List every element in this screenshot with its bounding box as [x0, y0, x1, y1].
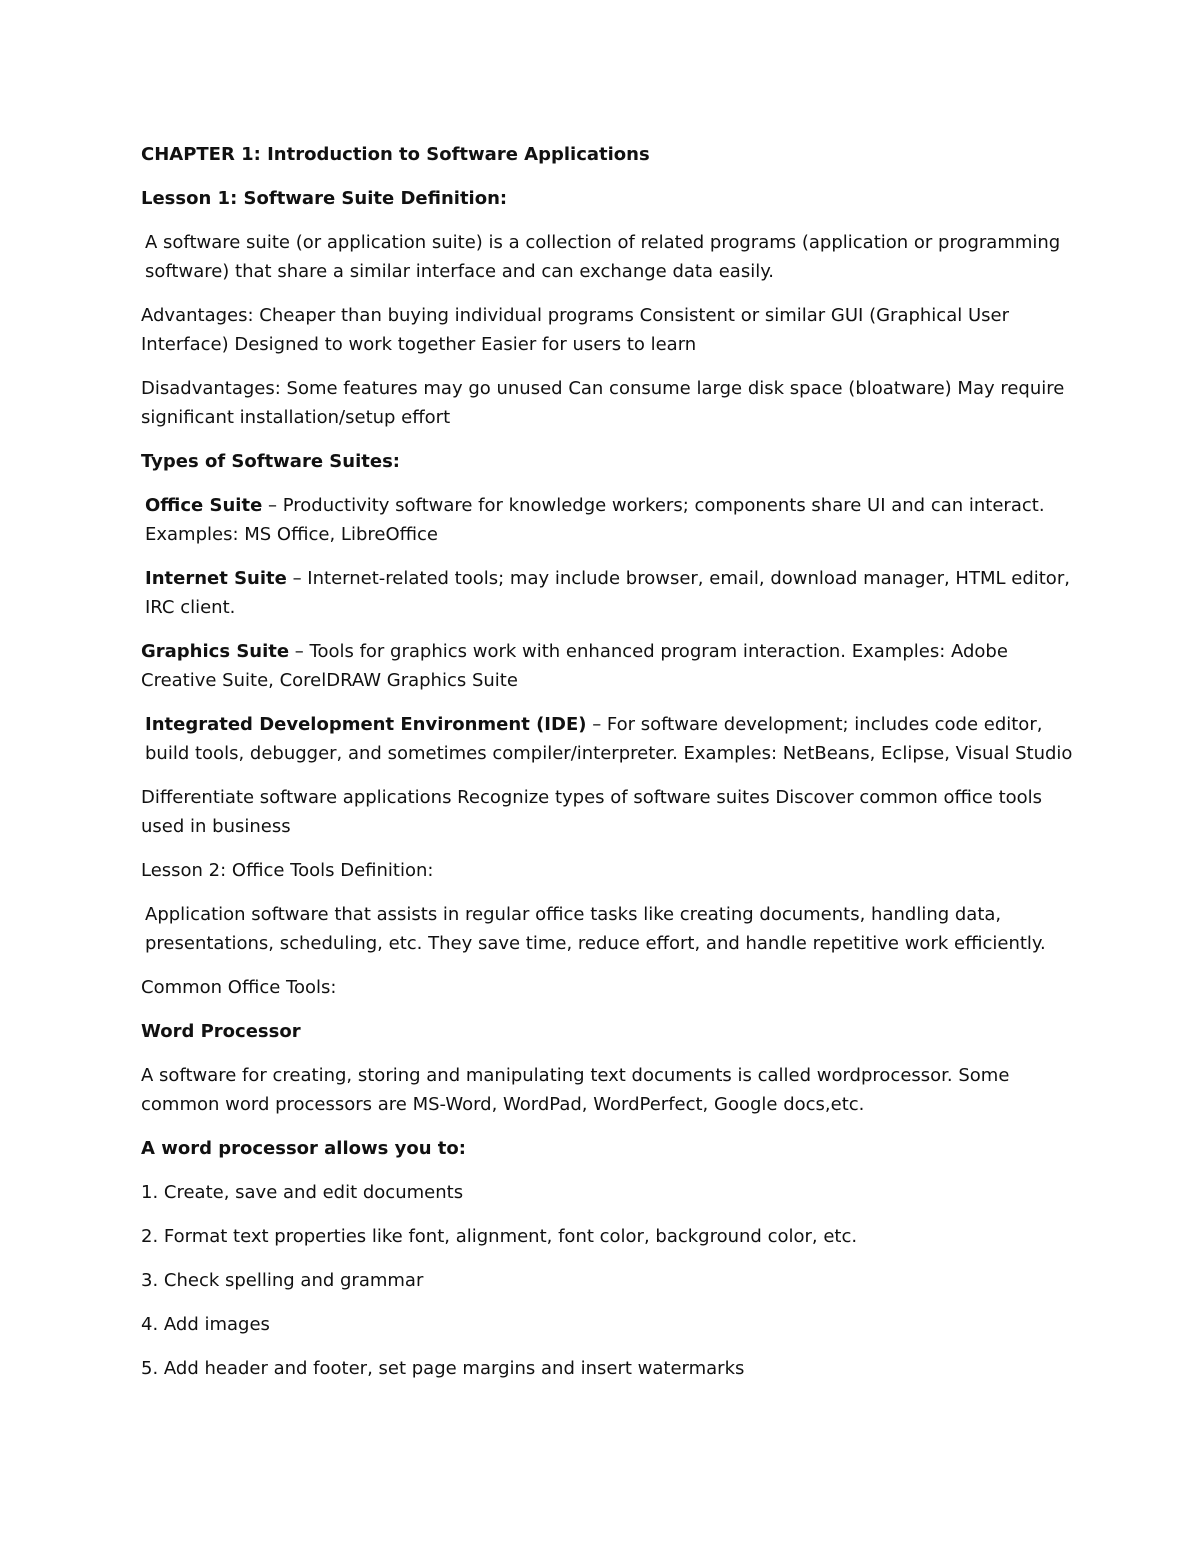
type-graphics-suite	[141, 637, 1076, 695]
list-item: 1. Create, save and edit documents	[141, 1182, 464, 1203]
type-name: Office Suite	[145, 495, 263, 516]
lesson1-definition: A software suite (or application suite) is a collection of related programs (application or programming software) that share a similar interface and can exchange data easily.	[145, 232, 1061, 282]
list-item: 2. Format text properties like font, alignment, font color, background color, etc.	[141, 1226, 858, 1247]
list-item: 3. Check spelling and grammar	[141, 1270, 424, 1291]
list-item: 4. Add images	[141, 1314, 270, 1335]
types-heading: Types of Software Suites:	[141, 451, 400, 472]
type-description: – Internet-related tools; may include browser, email, download manager, HTML editor, IRC client.	[145, 568, 1070, 618]
type-name: Graphics Suite	[141, 641, 290, 662]
type-office-suite	[141, 491, 1076, 549]
lesson2-heading: Lesson 2: Office Tools Definition:	[141, 860, 434, 881]
disadvantages-paragraph: Disadvantages: Some features may go unused Can consume large disk space (bloatware) May require significant installation/setup effort	[141, 378, 1065, 428]
type-name: Integrated Development Environment (IDE)	[145, 714, 587, 735]
objectives-paragraph: Differentiate software applications Recognize types of software suites Discover common office tools used in business	[141, 787, 1043, 837]
type-internet-suite	[141, 564, 1076, 622]
lesson2-definition: Application software that assists in regular office tasks like creating documents, handling data, presentations, scheduling, etc. They save time, reduce effort, and handle repetitive work efficiently.	[145, 904, 1046, 954]
type-name: Internet Suite	[145, 568, 287, 589]
type-description: – Tools for graphics work with enhanced program interaction. Examples: Adobe Creative Suite, CorelDRAW Graphics Suite	[141, 641, 1008, 691]
word-processor-paragraph: A software for creating, storing and manipulating text documents is called wordprocessor. Some common word processors are MS-Word, WordPad, WordPerfect, Google docs,etc.	[141, 1065, 1010, 1115]
advantages-paragraph: Advantages: Cheaper than buying individual programs Consistent or similar GUI (Graphical User Interface) Designed to work together Easier for users to learn	[141, 305, 1009, 355]
common-tools-heading: Common Office Tools:	[141, 977, 337, 998]
type-description: – Productivity software for knowledge workers; components share UI and can interact. Examples: MS Office, LibreOffice	[145, 495, 1045, 545]
list-item: 5. Add header and footer, set page margins and insert watermarks	[141, 1358, 745, 1379]
type-description: – For software development; includes code editor, build tools, debugger, and sometimes compiler/interpreter. Examples: NetBeans, Eclipse, Visual Studio	[145, 714, 1073, 764]
document-body	[141, 140, 1076, 1398]
type-ide	[141, 710, 1076, 768]
lesson1-heading: Lesson 1: Software Suite Definition:	[141, 188, 508, 209]
chapter-title: CHAPTER 1: Introduction to Software Applications	[141, 144, 650, 165]
word-processor-heading: Word Processor	[141, 1021, 301, 1042]
allows-heading: A word processor allows you to:	[141, 1138, 466, 1159]
